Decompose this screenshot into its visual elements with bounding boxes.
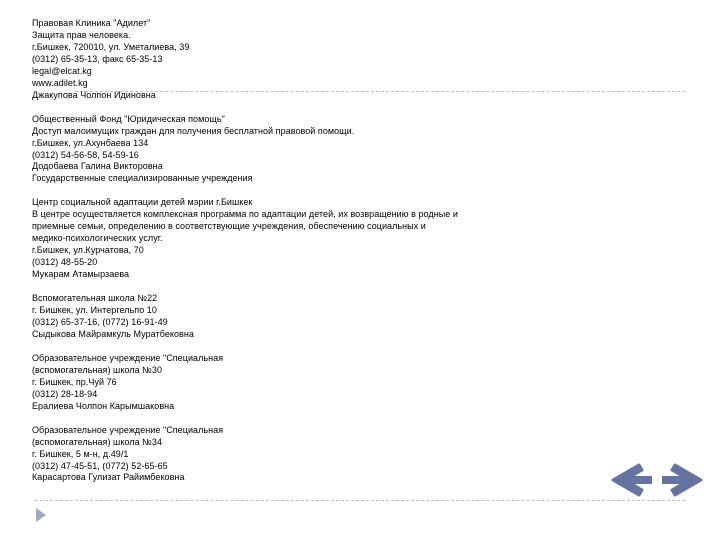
org-description: Защита прав человека. xyxy=(32,29,131,40)
org-title: (вспомогательная) школа №34 xyxy=(32,436,162,447)
org-social-adaptation-center xyxy=(32,197,512,281)
org-contact-person: Карасартова Гулизат Райимбековна xyxy=(32,472,185,483)
slide-content xyxy=(32,18,512,496)
org-description: приемные семьи, определению в соответствующие учреждения, обеспечению социальных и xyxy=(32,221,426,232)
org-address: г. Бишкек, ул. Интергельпо 10 xyxy=(32,305,157,316)
org-description: Доступ малоимущих граждан для получения бесплатной правовой помощи. xyxy=(32,125,355,136)
org-phone: (0312) 65-37-16, (0772) 16-91-49 xyxy=(32,316,168,327)
org-address: г.Бишкек, ул.Ахунбаева 134 xyxy=(32,137,149,148)
org-title: Образовательное учреждение "Специальная xyxy=(32,352,224,363)
org-contact-person: Мукарам Атамырзаева xyxy=(32,269,130,280)
org-title: Образовательное учреждение "Специальная xyxy=(32,424,224,435)
prev-slide-button[interactable] xyxy=(610,460,654,500)
bottom-dashed-divider xyxy=(35,500,685,501)
org-title: Центр социальной адаптации детей мэрии г.Бишкек xyxy=(32,197,253,208)
org-address: г. Бишкек, пр.Чуй 76 xyxy=(32,376,117,387)
org-adilet xyxy=(32,18,512,102)
org-email: legal@elcat.kg xyxy=(32,65,92,76)
next-slide-button[interactable] xyxy=(660,460,704,500)
org-school-22 xyxy=(32,293,512,341)
org-title: Правовая Клиника "Адилет" xyxy=(32,18,151,28)
org-title: (вспомогательная) школа №30 xyxy=(32,364,162,375)
org-phone: (0312) 65-35-13, факс 65-35-13 xyxy=(32,53,163,64)
triangle-bullet-icon xyxy=(35,508,47,522)
org-legal-aid-fund xyxy=(32,114,512,186)
org-description: В центре осуществляется комплексная программа по адаптации детей, их возвращению в родные и xyxy=(32,209,458,220)
org-phone: (0312) 47-45-51, (0772) 52-65-65 xyxy=(32,460,168,471)
org-description: медико-психологических услуг. xyxy=(32,233,163,244)
org-website: www.adilet.kg xyxy=(32,77,88,88)
org-school-30 xyxy=(32,353,512,413)
org-contact-person: Сыдыкова Майрамкуль Муратбековна xyxy=(32,328,194,339)
org-address: г.Бишкек, ул.Курчатова, 70 xyxy=(32,245,144,256)
org-address: г. Бишкек, 5 м-н, д.49/1 xyxy=(32,448,129,459)
org-title: Общественный Фонд "Юридическая помощь" xyxy=(32,113,225,124)
arrow-right-icon xyxy=(660,460,704,500)
org-phone: (0312) 48-55-20 xyxy=(32,257,98,268)
org-phone: (0312) 28-18-94 xyxy=(32,388,98,399)
slide-navigation xyxy=(610,460,705,500)
org-school-34 xyxy=(32,425,512,485)
section-heading: Государственные специализированные учреждения xyxy=(32,173,253,184)
arrow-left-icon xyxy=(610,460,654,500)
org-contact-person: Джакупова Чолпон Идиновна xyxy=(32,89,156,100)
org-contact-person: Додобаева Галина Викторовна xyxy=(32,161,163,172)
org-phone: (0312) 54-56-58, 54-59-16 xyxy=(32,149,139,160)
org-address: г.Бишкек, 720010, ул. Уметалиева, 39 xyxy=(32,41,190,52)
org-contact-person: Ералиева Чолпон Карымшаковна xyxy=(32,400,175,411)
org-title: Вспомогательная школа №22 xyxy=(32,293,158,304)
